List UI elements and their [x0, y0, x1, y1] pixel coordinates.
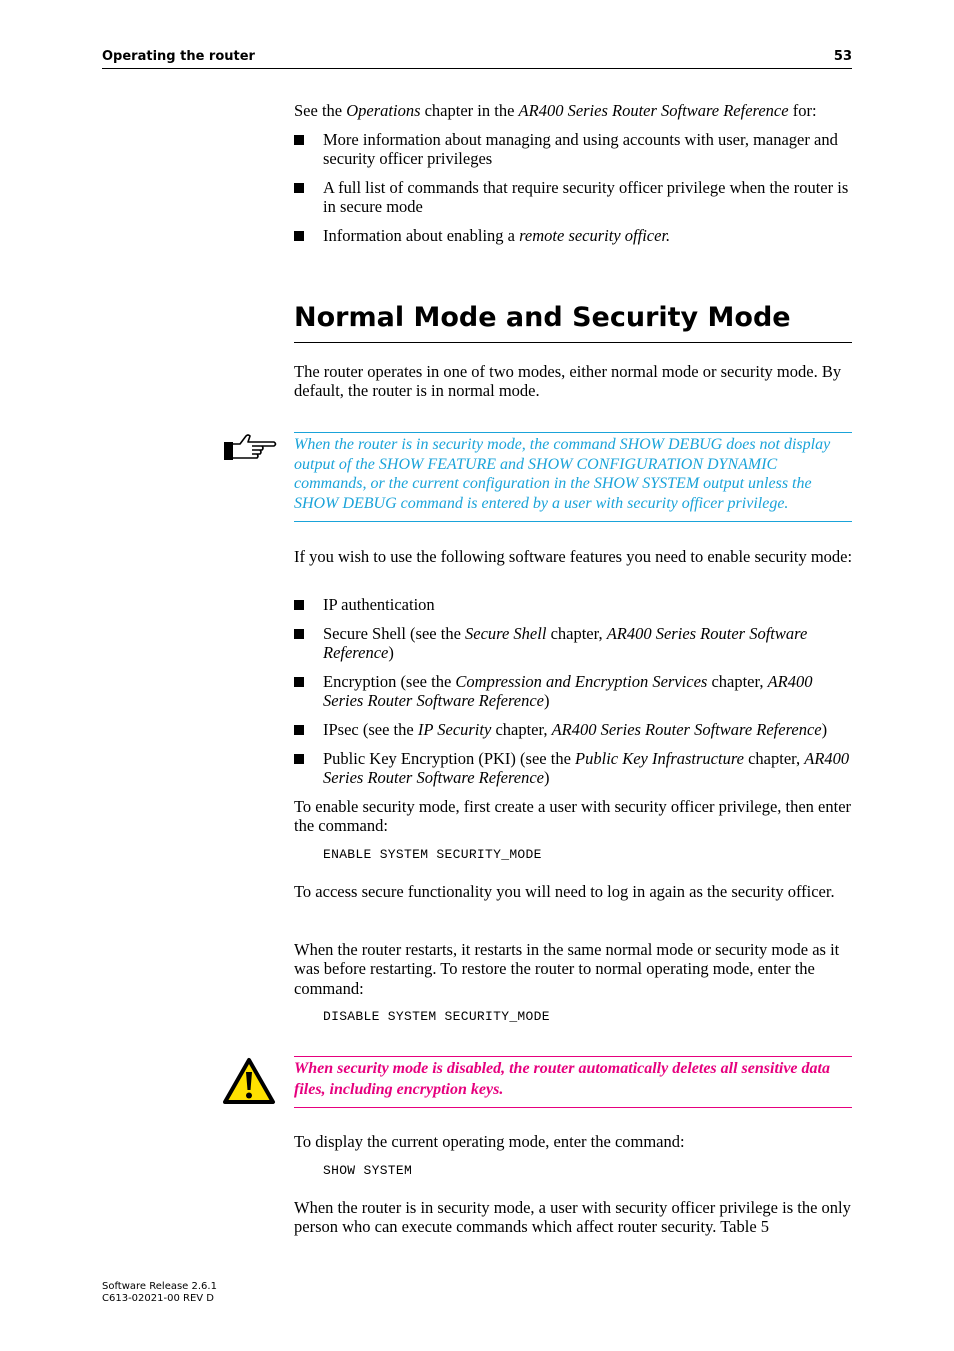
running-header	[102, 48, 852, 69]
display-paragraph: To display the current operating mode, enter the command:	[294, 1132, 685, 1151]
enable-command: ENABLE SYSTEM SECURITY_MODE	[323, 847, 542, 862]
disable-command: DISABLE SYSTEM SECURITY_MODE	[323, 1009, 550, 1024]
security-privilege-paragraph: When the router is in security mode, a user with security officer privilege is the only person who can execute commands which affect router security. Table 5	[294, 1198, 851, 1237]
bullet-marker	[294, 135, 304, 145]
bullet-text: More information about managing and using accounts with user, manager and security officer privileges	[323, 130, 838, 169]
bullet-text: Encryption (see the Compression and Encryption Services chapter, AR400 Series Router Software Reference)	[323, 672, 813, 711]
feature-bullet-1	[294, 595, 854, 615]
pointing-hand-icon	[222, 432, 278, 462]
feature-bullet-4	[294, 720, 854, 740]
bullet-marker	[294, 231, 304, 241]
feature-bullet-2	[294, 624, 854, 664]
bullet-text: A full list of commands that require security officer privilege when the router is in secure mode	[323, 178, 849, 217]
intro-italic-operations: Operations	[346, 101, 421, 120]
enable-paragraph: To enable security mode, first create a user with security officer privilege, then enter the command:	[294, 797, 852, 836]
bullet-marker	[294, 725, 304, 735]
bullet-marker	[294, 754, 304, 764]
bullet-marker	[294, 629, 304, 639]
header-title: Operating the router	[102, 49, 255, 64]
feature-bullet-5	[294, 749, 854, 789]
bullet-text: Public Key Encryption (PKI) (see the Public Key Infrastructure chapter, AR400 Series Router Software Reference)	[323, 749, 850, 788]
intro-paragraph	[294, 101, 854, 120]
intro-italic-reference: AR400 Series Router Software Reference	[518, 101, 789, 120]
intro-text: for:	[788, 101, 817, 120]
bullet-text: Information about enabling a remote security officer.	[323, 226, 671, 245]
show-system-command: SHOW SYSTEM	[323, 1163, 413, 1178]
bullet-marker	[294, 183, 304, 193]
restart-paragraph: When the router restarts, it restarts in the same normal mode or security mode as it was before restarting. To restore the router to normal operating mode, enter the command:	[294, 940, 840, 998]
feature-bullet-3	[294, 672, 854, 712]
bullet-text: IPsec (see the IP Security chapter, AR400 Series Router Software Reference)	[323, 720, 828, 739]
features-intro-paragraph: If you wish to use the following software features you need to enable security mode:	[294, 547, 853, 566]
note-text: When the router is in security mode, the command SHOW DEBUG does not display output of the SHOW FEATURE and SHOW CONFIGURATION DYNAMIC commands, or the current configuration in the SHOW SYSTEM output unless the SHOW DEBUG command is entered by a user with security officer privilege.	[294, 436, 831, 512]
bullet-text: IP authentication	[323, 595, 435, 614]
note-box	[294, 432, 852, 522]
footer-doc-number: C613-02021-00 REV D	[102, 1293, 214, 1304]
footer	[102, 1281, 217, 1305]
intro-text: See the	[294, 101, 347, 120]
section-heading	[294, 302, 852, 343]
warning-triangle-icon	[222, 1057, 276, 1105]
mode-paragraph: The router operates in one of two modes, either normal mode or security mode. By default, the router is in normal mode.	[294, 362, 842, 401]
access-paragraph: To access secure functionality you will need to log in again as the security officer.	[294, 882, 835, 901]
footer-release: Software Release 2.6.1	[102, 1281, 217, 1292]
intro-bullet-3	[294, 226, 854, 246]
bullet-marker	[294, 677, 304, 687]
page-number: 53	[833, 49, 852, 64]
intro-text: chapter in the	[420, 101, 519, 120]
warning-box	[294, 1056, 852, 1108]
bullet-marker	[294, 600, 304, 610]
bullet-text: Secure Shell (see the Secure Shell chapter, AR400 Series Router Software Reference)	[323, 624, 808, 663]
intro-bullet-2	[294, 178, 854, 218]
intro-bullet-1	[294, 130, 854, 170]
warning-text: When security mode is disabled, the router automatically deletes all sensitive data files, including encryption keys.	[294, 1060, 830, 1098]
section-heading-text: Normal Mode and Security Mode	[294, 302, 791, 333]
